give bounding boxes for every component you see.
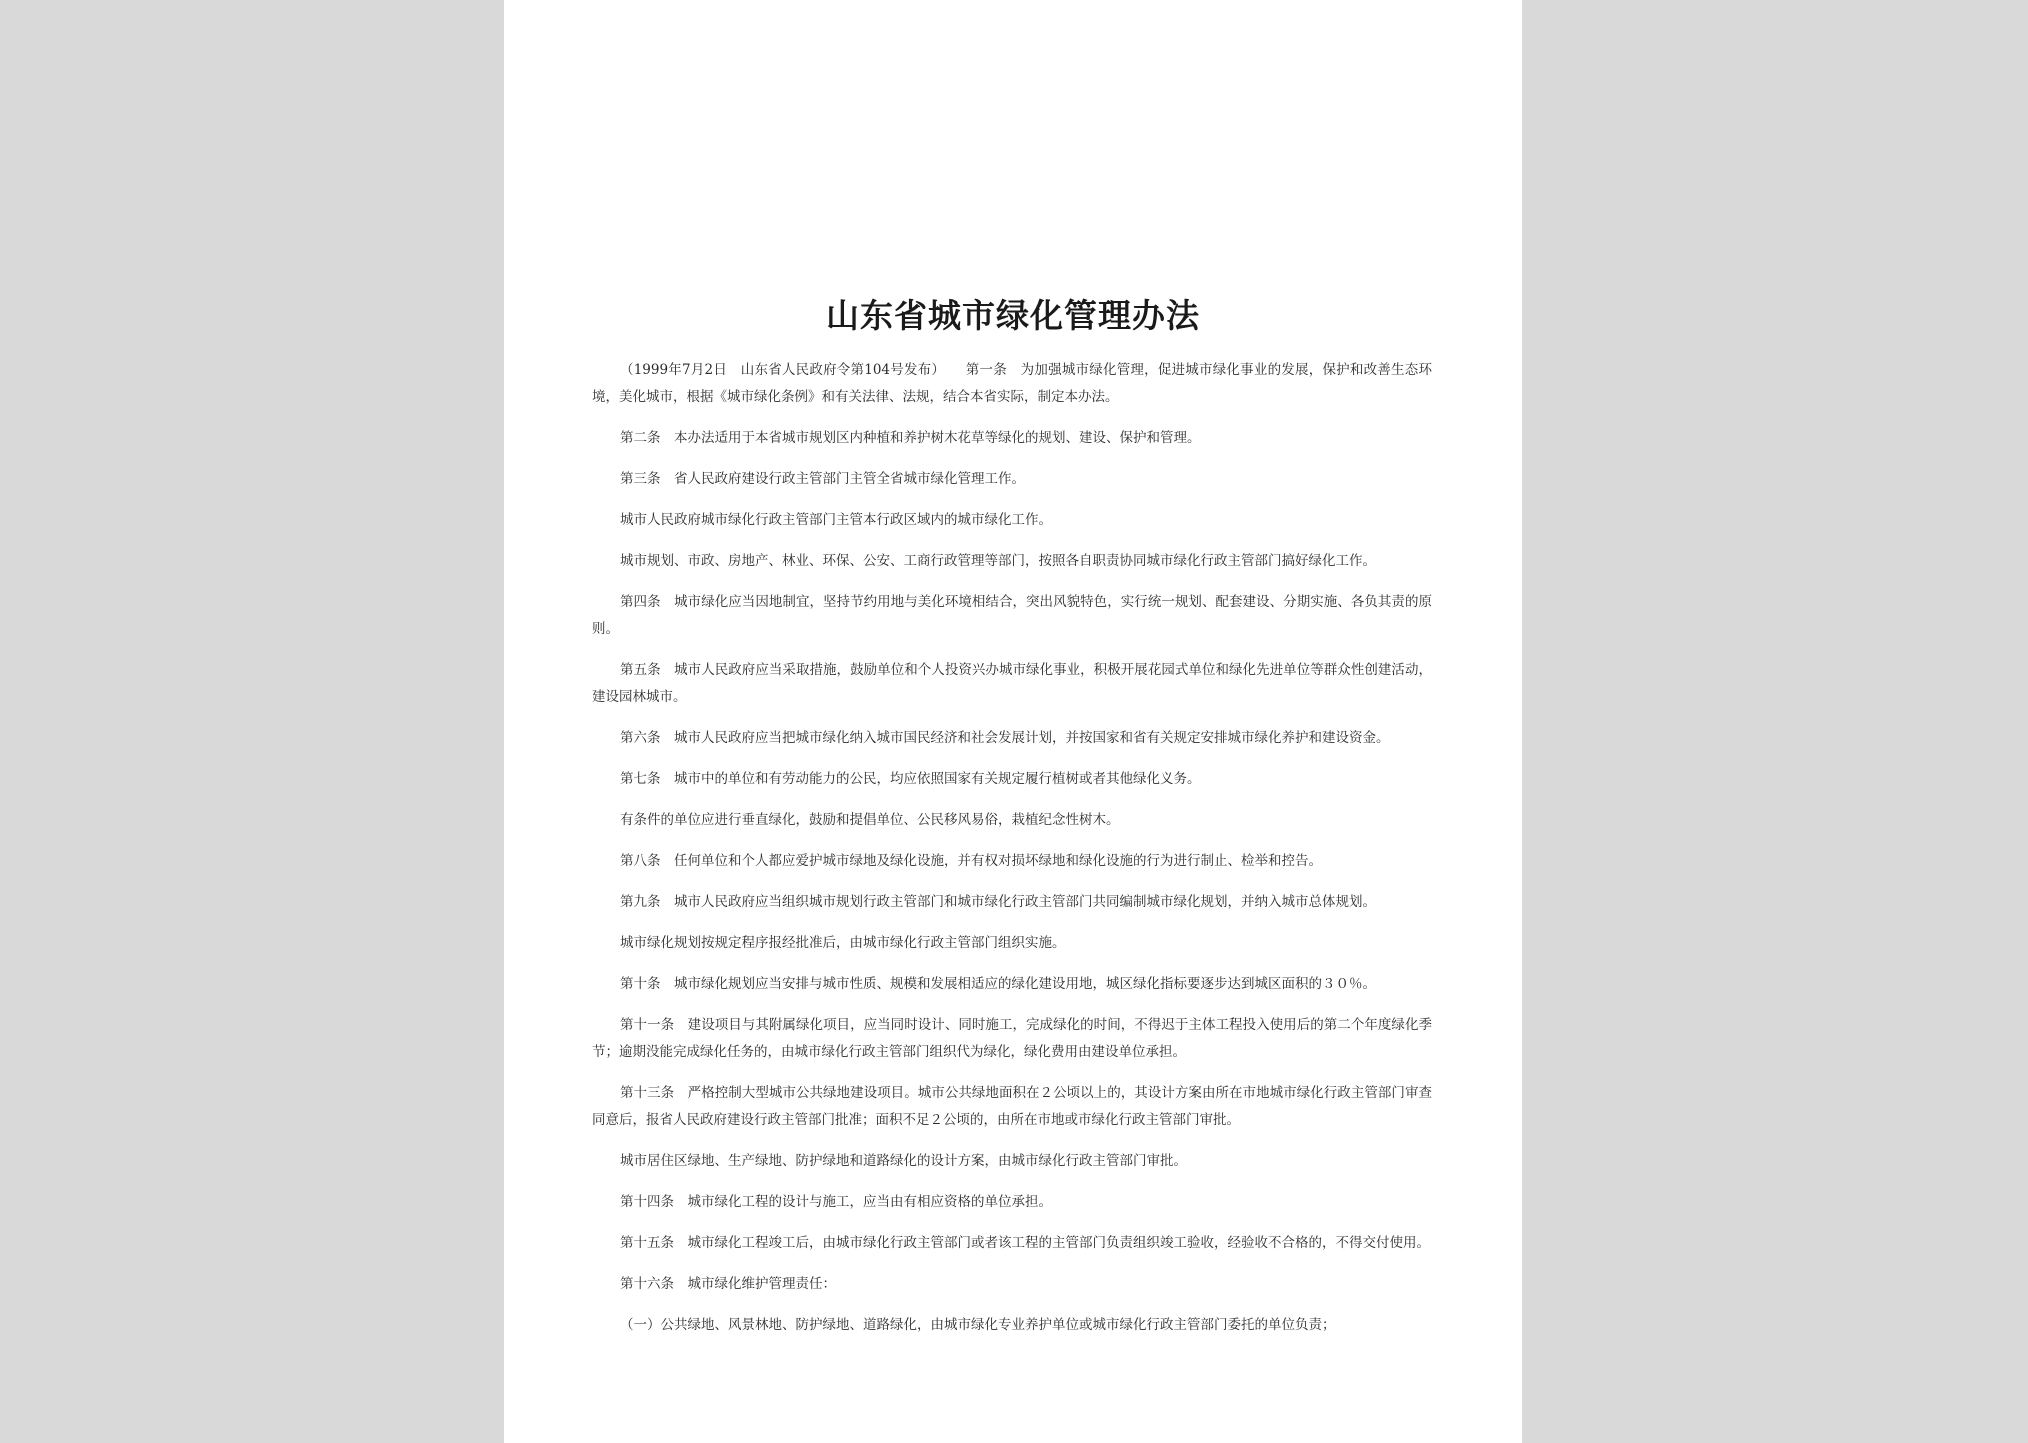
paragraph-21: （一）公共绿地、风景林地、防护绿地、道路绿化，由城市绿化专业养护单位或城市绿化行政主管部门委托的单位负责；	[620, 1317, 1336, 1333]
paragraph-11: 第八条 任何单位和个人都应爱护城市绿地及绿化设施，并有权对损坏绿地和绿化设施的行为进行制止、检举和控告。	[620, 853, 1322, 869]
paragraph-16: 第十三条 严格控制大型城市公共绿地建设项目。城市公共绿地面积在２公顷以上的，其设计方案由所在市地城市绿化行政主管部门审查同意后，报省人民政府建设行政主管部门批准；面积不足２公顷的，由所在市地或市绿化行政主管部门审批。	[592, 1085, 1432, 1128]
paragraph-9: 第七条 城市中的单位和有劳动能力的公民，均应依照国家有关规定履行植树或者其他绿化义务。	[620, 771, 1201, 787]
document-title: 山东省城市绿化管理办法	[826, 296, 1200, 335]
paragraph-15: 第十一条 建设项目与其附属绿化项目，应当同时设计、同时施工，完成绿化的时间，不得迟于主体工程投入使用后的第二个年度绿化季节；逾期没能完成绿化任务的，由城市绿化行政主管部门组织代为绿化，绿化费用由建设单位承担。	[592, 1017, 1432, 1060]
paragraph-3: 第三条 省人民政府建设行政主管部门主管全省城市绿化管理工作。	[620, 471, 1025, 487]
paragraph-5: 城市规划、市政、房地产、林业、环保、公安、工商行政管理等部门，按照各自职责协同城市绿化行政主管部门搞好绿化工作。	[620, 553, 1376, 569]
paragraph-6: 第四条 城市绿化应当因地制宜，坚持节约用地与美化环境相结合，突出风貌特色，实行统一规划、配套建设、分期实施、各负其责的原则。	[592, 594, 1432, 637]
paragraph-1: （1999年7月2日 山东省人民政府令第104号发布） 第一条 为加强城市绿化管理，促进城市绿化事业的发展，保护和改善生态环境，美化城市，根据《城市绿化条例》和有关法律、法规，结合本省实际，制定本办法。	[592, 362, 1432, 405]
paragraph-13: 城市绿化规划按规定程序报经批准后，由城市绿化行政主管部门组织实施。	[620, 935, 1066, 951]
paragraph-2: 第二条 本办法适用于本省城市规划区内种植和养护树木花草等绿化的规划、建设、保护和管理。	[620, 430, 1201, 446]
document-body	[592, 357, 1432, 1353]
paragraph-19: 第十五条 城市绿化工程竣工后，由城市绿化行政主管部门或者该工程的主管部门负责组织竣工验收，经验收不合格的，不得交付使用。	[620, 1235, 1430, 1251]
paragraph-18: 第十四条 城市绿化工程的设计与施工，应当由有相应资格的单位承担。	[620, 1194, 1052, 1210]
paragraph-8: 第六条 城市人民政府应当把城市绿化纳入城市国民经济和社会发展计划，并按国家和省有关规定安排城市绿化养护和建设资金。	[620, 730, 1390, 746]
paragraph-14: 第十条 城市绿化规划应当安排与城市性质、规模和发展相适应的绿化建设用地，城区绿化指标要逐步达到城区面积的３０％。	[620, 976, 1376, 992]
paragraph-20: 第十六条 城市绿化维护管理责任：	[620, 1276, 836, 1292]
document-page	[504, 0, 1522, 1443]
paragraph-10: 有条件的单位应进行垂直绿化，鼓励和提倡单位、公民移风易俗，栽植纪念性树木。	[620, 812, 1120, 828]
paragraph-17: 城市居住区绿地、生产绿地、防护绿地和道路绿化的设计方案，由城市绿化行政主管部门审批。	[620, 1153, 1187, 1169]
paragraph-7: 第五条 城市人民政府应当采取措施，鼓励单位和个人投资兴办城市绿化事业，积极开展花园式单位和绿化先进单位等群众性创建活动，建设园林城市。	[592, 662, 1432, 705]
paragraph-4: 城市人民政府城市绿化行政主管部门主管本行政区域内的城市绿化工作。	[620, 512, 1052, 528]
paragraph-12: 第九条 城市人民政府应当组织城市规划行政主管部门和城市绿化行政主管部门共同编制城市绿化规划，并纳入城市总体规划。	[620, 894, 1376, 910]
